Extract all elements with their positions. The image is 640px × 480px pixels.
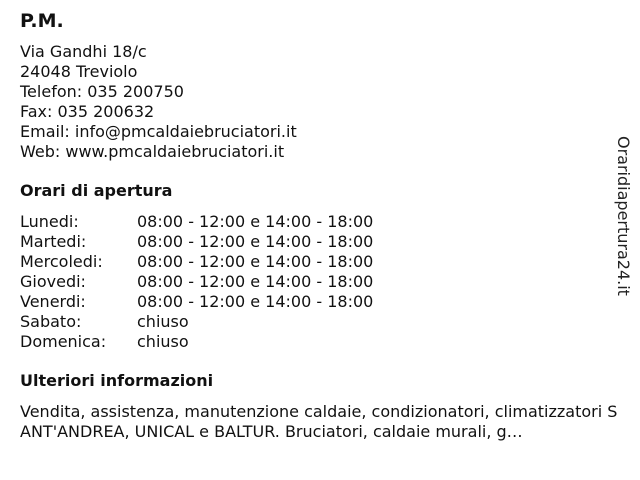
phone-number: Telefon: 035 200750 (20, 82, 184, 101)
contact-block (20, 42, 626, 162)
hours-row-thursday (20, 272, 626, 292)
email-address: Email: info@pmcaldaiebruciatori.it (20, 122, 297, 141)
day-label: Lunedi: (20, 212, 79, 231)
day-hours: 08:00 - 12:00 e 14:00 - 18:00 (137, 252, 374, 271)
business-name: P.M. (20, 10, 64, 32)
day-label: Sabato: (20, 312, 82, 331)
more-info-title: Ulteriori informazioni (20, 371, 214, 390)
website-url: Web: www.pmcaldaiebruciatori.it (20, 142, 285, 161)
hours-row-monday (20, 212, 626, 232)
address-street: Via Gandhi 18/c (20, 42, 147, 61)
opening-hours-title: Orari di apertura (20, 181, 173, 200)
day-hours: 08:00 - 12:00 e 14:00 - 18:00 (137, 272, 374, 291)
day-hours: 08:00 - 12:00 e 14:00 - 18:00 (137, 232, 374, 251)
day-label: Giovedi: (20, 272, 86, 291)
hours-row-wednesday (20, 252, 626, 272)
hours-row-sunday (20, 332, 626, 352)
day-label: Mercoledi: (20, 252, 103, 271)
day-hours: 08:00 - 12:00 e 14:00 - 18:00 (137, 212, 374, 231)
site-watermark (612, 136, 634, 308)
hours-row-saturday (20, 312, 626, 332)
hours-row-tuesday (20, 232, 626, 252)
business-card (20, 8, 626, 442)
day-label: Domenica: (20, 332, 107, 351)
day-hours: 08:00 - 12:00 e 14:00 - 18:00 (137, 292, 374, 311)
hours-row-friday (20, 292, 626, 312)
day-hours: chiuso (137, 312, 189, 331)
opening-hours-table (20, 212, 626, 352)
more-info-text: Vendita, assistenza, manutenzione caldaie, condizionatori, climatizzatori SANT'ANDREA, UNICAL e BALTUR. Bruciatori, caldaie murali, g… (20, 402, 618, 441)
fax-number: Fax: 035 200632 (20, 102, 155, 121)
day-hours: chiuso (137, 332, 189, 351)
day-label: Martedi: (20, 232, 87, 251)
watermark-text: Oraridiapertura24.it (614, 136, 633, 296)
address-city: 24048 Treviolo (20, 62, 138, 81)
day-label: Venerdi: (20, 292, 86, 311)
